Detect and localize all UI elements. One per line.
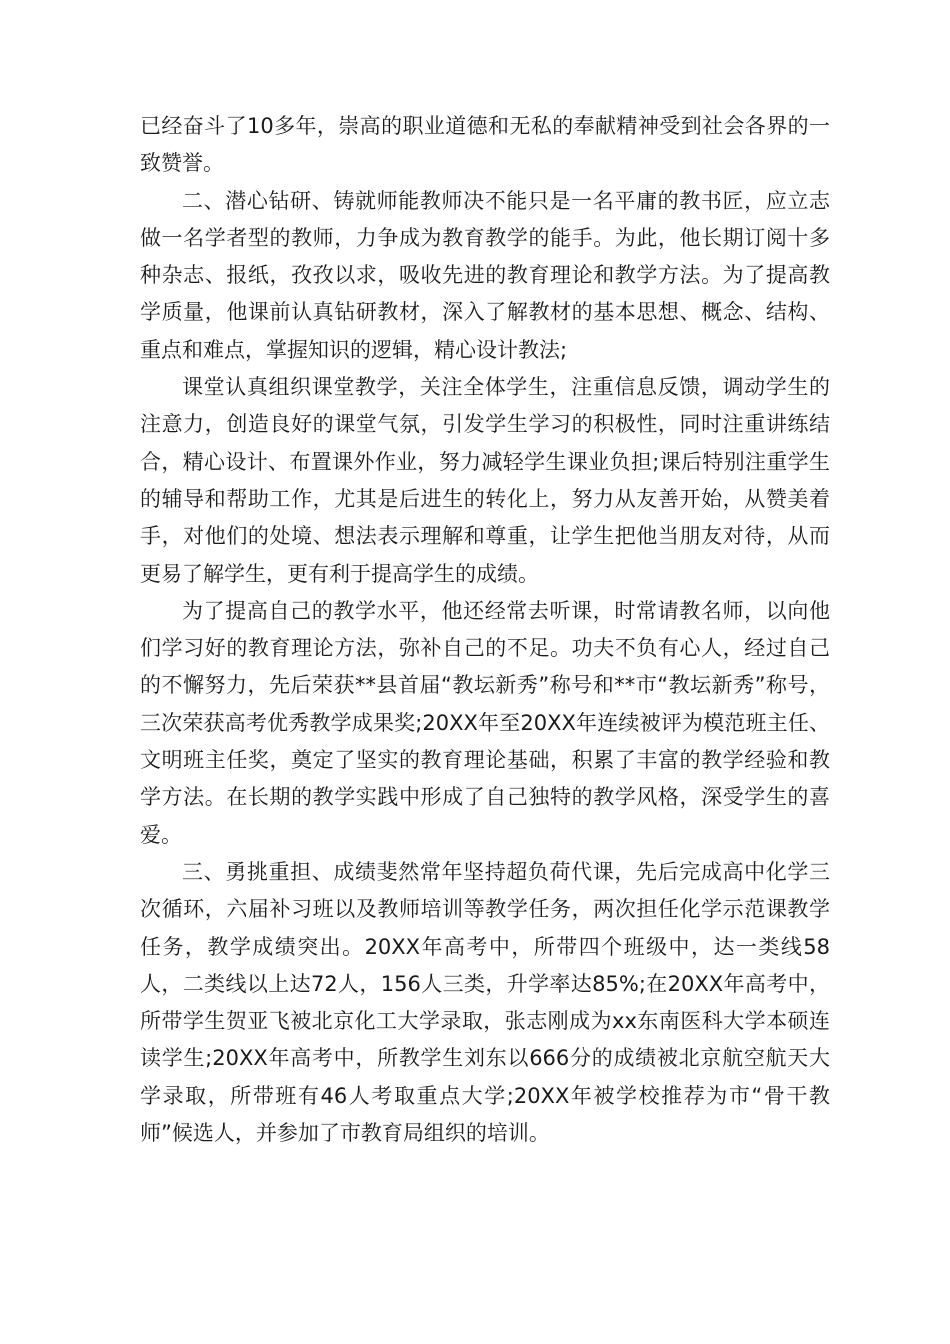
paragraph-2: 二、潜心钻研、铸就师能教师决不能只是一名平庸的教书匠，应立志做一名学者型的教师，力争成为教育教学的能手。为此，他长期订阅十多种杂志、报纸，孜孜以求，吸收先进的教育理论和教学方法。为了提高教学质量，他课前认真钻研教材，深入了解教材的基本思想、概念、结构、重点和难点，掌握知识的逻辑，精心设计教法; [140, 188, 830, 362]
document-page [140, 108, 830, 1152]
paragraph-4: 为了提高自己的教学水平，他还经常去听课，时常请教名师，以向他们学习好的教育理论方法，弥补自己的不足。功夫不负有心人，经过自己的不懈努力，先后荣获**县首届“教坛新秀”称号和**市“教坛新秀”称号，三次荣获高考优秀教学成果奖;20XX年至20XX年连续被评为模范班主任、文明班主任奖，奠定了坚实的教育理论基础，积累了丰富的教学经验和教学方法。在长期的教学实践中形成了自己独特的教学风格，深受学生的喜爱。 [140, 598, 830, 847]
paragraph-1: 已经奋斗了10多年，崇高的职业道德和无私的奉献精神受到社会各界的一致赞誉。 [140, 114, 830, 176]
paragraph-3: 课堂认真组织课堂教学，关注全体学生，注重信息反馈，调动学生的注意力，创造良好的课堂气氛，引发学生学习的积极性，同时注重讲练结合，精心设计、布置课外作业，努力减轻学生课业负担;课后特别注重学生的辅导和帮助工作，尤其是后进生的转化上，努力从友善开始，从赞美着手，对他们的处境、想法表示理解和尊重，让学生把他当朋友对待，从而更易了解学生，更有利于提高学生的成绩。 [140, 375, 830, 586]
paragraph-5: 三、勇挑重担、成绩斐然常年坚持超负荷代课，先后完成高中化学三次循环，六届补习班以及教师培训等教学任务，两次担任化学示范课教学任务，教学成绩突出。20XX年高考中，所带四个班级中，达一类线58人，二类线以上达72人，156人三类，升学率达85%;在20XX年高考中，所带学生贺亚飞被北京化工大学录取，张志刚成为xx东南医科大学本硕连读学生;20XX年高考中，所教学生刘东以666分的成绩被北京航空航天大学录取，所带班有46人考取重点大学;20XX年被学校推荐为市“骨干教师”候选人，并参加了市教育局组织的培训。 [140, 859, 830, 1146]
